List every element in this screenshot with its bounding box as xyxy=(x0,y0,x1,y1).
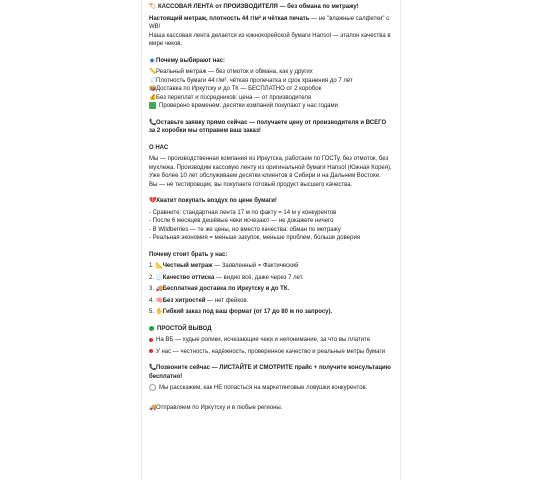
cta2: 📞Позвоните сейчас — ЛИСТАЙТЕ И СМОТРИТЕ прайс + получите консультацию бесплатно! xyxy=(149,365,391,380)
why-heading: Почему выбирают нас: xyxy=(156,57,226,64)
cta1: 📞Оставьте заявку прямо сейчас — получаете цену от производителя и ВСЕГО за 2 коробки мы отправим ваш заказ! xyxy=(149,119,387,135)
intro-bold: Настоящий метраж, плотность 44 г/м² и чёткая печать xyxy=(149,15,310,22)
why-item: 📄Плотность бумаги 44 г/м²: чёткая пропечатка и срок хранения до 7 лет xyxy=(149,77,353,84)
worth-item: 4. 🧠Без хитростей — нет фейков. xyxy=(149,297,249,304)
compare-item: - Сравните: стандартная лента 17 м по факту = 14 м у конкурентов xyxy=(149,209,337,216)
red-dot-icon xyxy=(149,349,153,353)
doc-title-text: КАССОВАЯ ЛЕНТА от ПРОИЗВОДИТЕЛЯ — без обмана по метражу! xyxy=(158,4,359,10)
paper-icon: 📄 xyxy=(149,77,157,84)
worth-item: 5. ✋Гибкий заказ под ваш формат (от 17 до 80 м по запросу). xyxy=(149,309,333,316)
doc-title xyxy=(149,3,394,12)
blue-diamond-icon: ◆ xyxy=(149,57,155,64)
worth-item: 2. 🧾Качество оттиска — видно всё, даже через 7 лет. xyxy=(149,274,304,281)
enough-heading-row: 💔Хватит покупать воздух по цене бумаги! xyxy=(149,198,277,205)
tag-icon: 🏷 xyxy=(149,4,157,10)
compare-item: - Реальная экономия = меньше закупок, меньше проблем, больше доверия xyxy=(149,235,361,242)
conclusion-item: У нас — честность, надёжность, проверенное качество и реальные метры бумаги xyxy=(149,348,394,357)
about-p1: Мы — производственная компания из Иркутска, работаем по ГОСТу, без отмоток, без мухлежа. Производим кассовую ленту из оригинальной бумаги Hansol (Южная Корея). Уже более 10 лет обслуживаем десятки клиентов в Сибири и на Дальнем Востоке. xyxy=(149,156,392,180)
intro-line2: Наша кассовая лента делается из южнокорейской бумаги Hansol — эталон качества в мире чеков. xyxy=(149,32,391,47)
document-column[interactable] xyxy=(141,0,401,480)
fire-icon: 💔 xyxy=(149,198,157,205)
intro-rest: — не "влажные салфетки" с WB! xyxy=(149,15,390,30)
truck-icon: 🚚 xyxy=(155,286,164,293)
brain-icon: 🧠 xyxy=(155,297,164,304)
phone-icon: 📞 xyxy=(149,365,157,372)
shipping-line: 🚚Отправляем по Иркутску и в любые регионы. xyxy=(149,404,283,411)
compare-item: - В Wildberries — те же цены, но вместо качества: обман по метражу xyxy=(149,226,341,233)
chart-icon: 📏 xyxy=(149,69,157,75)
about-heading: О НАС xyxy=(149,144,169,151)
box-icon: 📦 xyxy=(149,86,157,92)
printer-icon: 🧾 xyxy=(155,274,164,281)
green-circle-icon xyxy=(149,326,154,331)
conclusion-item: На ВБ — худые ролики, исчезающие чеки и непонимание, за что вы платите xyxy=(149,336,394,345)
why-heading-row xyxy=(149,57,394,66)
check-icon xyxy=(149,102,156,109)
ruler-icon: 📐 xyxy=(155,263,164,270)
conclusion-heading-row: ПРОСТОЙ ВЫВОД xyxy=(149,325,394,334)
compare-item: - После 6 месяцев дешёвые чеки исчезают — не докажете ничего xyxy=(149,218,334,225)
why-item: 📦Доставка по Иркутску и до ТК — БЕСПЛАТНО от 2 коробок xyxy=(149,86,322,92)
worth-heading: Почему стоит брать у нас: xyxy=(149,251,228,258)
why-item: 📏Реальный метраж — без отмоток и обмана, как у других xyxy=(149,69,313,75)
intro-paragraph xyxy=(149,15,394,32)
why-item: Проверено временем: десятки компаний покупают у нас годами xyxy=(149,102,394,111)
truck-icon: 🚚 xyxy=(149,404,157,411)
money-icon: 💰 xyxy=(149,94,157,101)
circle-icon xyxy=(149,384,156,391)
tell-item: Мы расскажем, как НЕ попасться на маркетинговые ловушки конкурентов. xyxy=(149,384,394,393)
hand-icon: ✋ xyxy=(155,309,164,316)
about-p2: Вы — не тестировщик, вы покупаете готовый продукт высшего качества. xyxy=(149,181,353,188)
worth-item: 1. 📐Честный метраж — Заявленный = Фактический xyxy=(149,263,299,270)
worth-item: 3. 🚚Бесплатная доставка по Иркутску и до ТК. xyxy=(149,286,290,293)
why-item: 💰Без переплат и посредников: цена — от производителя xyxy=(149,94,312,101)
red-dot-icon xyxy=(149,338,153,342)
phone-icon: 📞 xyxy=(149,119,157,126)
document-body xyxy=(142,0,400,412)
